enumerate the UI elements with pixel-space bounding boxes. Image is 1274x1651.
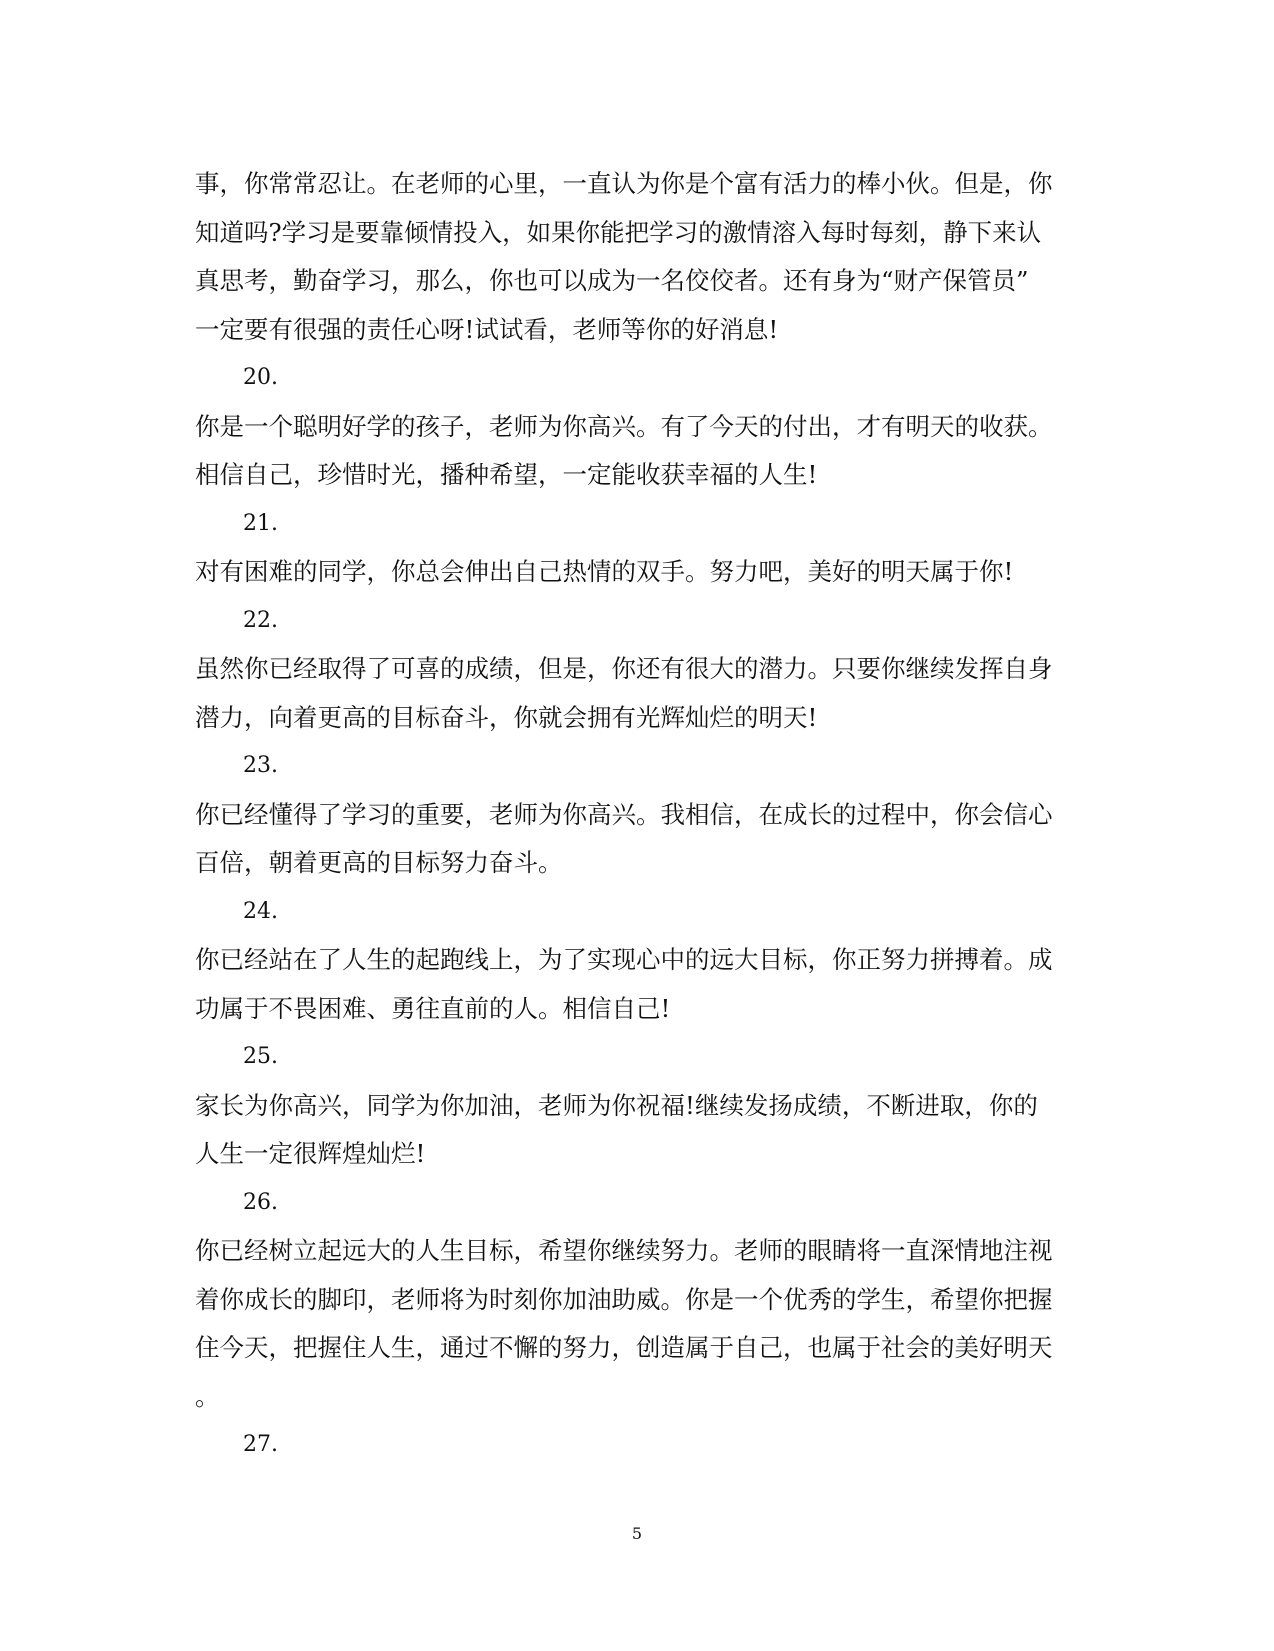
text-line: 一定要有很强的责任心呀!试试看，老师等你的好消息! (195, 314, 779, 344)
text-line: 事，你常常忍让。在老师的心里，一直认为你是个富有活力的棒小伙。但是，你 (195, 169, 1053, 198)
text-line: 百倍，朝着更高的目标努力奋斗。 (195, 848, 563, 877)
item-number: 20. (243, 365, 278, 390)
text-line: 对有困难的同学，你总会伸出自己热情的双手。努力吧，美好的明天属于你! (195, 557, 1014, 586)
text-line: 潜力，向着更高的目标奋斗，你就会拥有光辉灿烂的明天! (195, 702, 818, 732)
text-line: 虽然你已经取得了可喜的成绩，但是，你还有很大的潜力。只要你继续发挥自身 (195, 654, 1053, 683)
text-line: 功属于不畏困难、勇往直前的人。相信自己! (195, 993, 671, 1023)
text-line: 你是一个聪明好学的孩子，老师为你高兴。有了今天的付出，才有明天的收获。 (195, 411, 1053, 441)
item-number: 26. (243, 1189, 278, 1215)
text-line: 真思考，勤奋学习，那么，你也可以成为一名佼佼者。还有身为“财产保管员” (195, 266, 1029, 295)
text-line: 。 (195, 1381, 220, 1411)
text-line: 你已经树立起远大的人生目标，希望你继续努力。老师的眼睛将一直深情地注视 (195, 1236, 1053, 1265)
body-text (195, 160, 1075, 1470)
page-number: 5 (631, 1524, 643, 1543)
item-number: 22. (243, 607, 278, 633)
text-line: 相信自己，珍惜时光，播种希望，一定能收获幸福的人生! (195, 460, 818, 489)
text-line: 知道吗?学习是要靠倾情投入，如果你能把学习的激情溶入每时每刻，静下来认 (195, 217, 1042, 247)
item-number: 21. (243, 510, 278, 536)
item-number: 23. (243, 753, 278, 778)
text-line: 人生一定很辉煌灿烂! (195, 1139, 426, 1168)
item-number: 27. (243, 1432, 278, 1457)
text-line: 家长为你高兴，同学为你加油，老师为你祝福!继续发扬成绩，不断进取，你的 (195, 1090, 1038, 1120)
text-line: 住今天，把握住人生，通过不懈的努力，创造属于自己，也属于社会的美好明天 (195, 1333, 1053, 1362)
text-line: 你已经站在了人生的起跑线上，为了实现心中的远大目标，你正努力拼搏着。成 (195, 945, 1053, 974)
item-number: 25. (243, 1044, 278, 1069)
item-number: 24. (243, 898, 278, 924)
text-line: 你已经懂得了学习的重要，老师为你高兴。我相信，在成长的过程中，你会信心 (195, 799, 1053, 829)
text-line: 着你成长的脚印，老师将为时刻你加油助威。你是一个优秀的学生，希望你把握 (195, 1284, 1053, 1314)
